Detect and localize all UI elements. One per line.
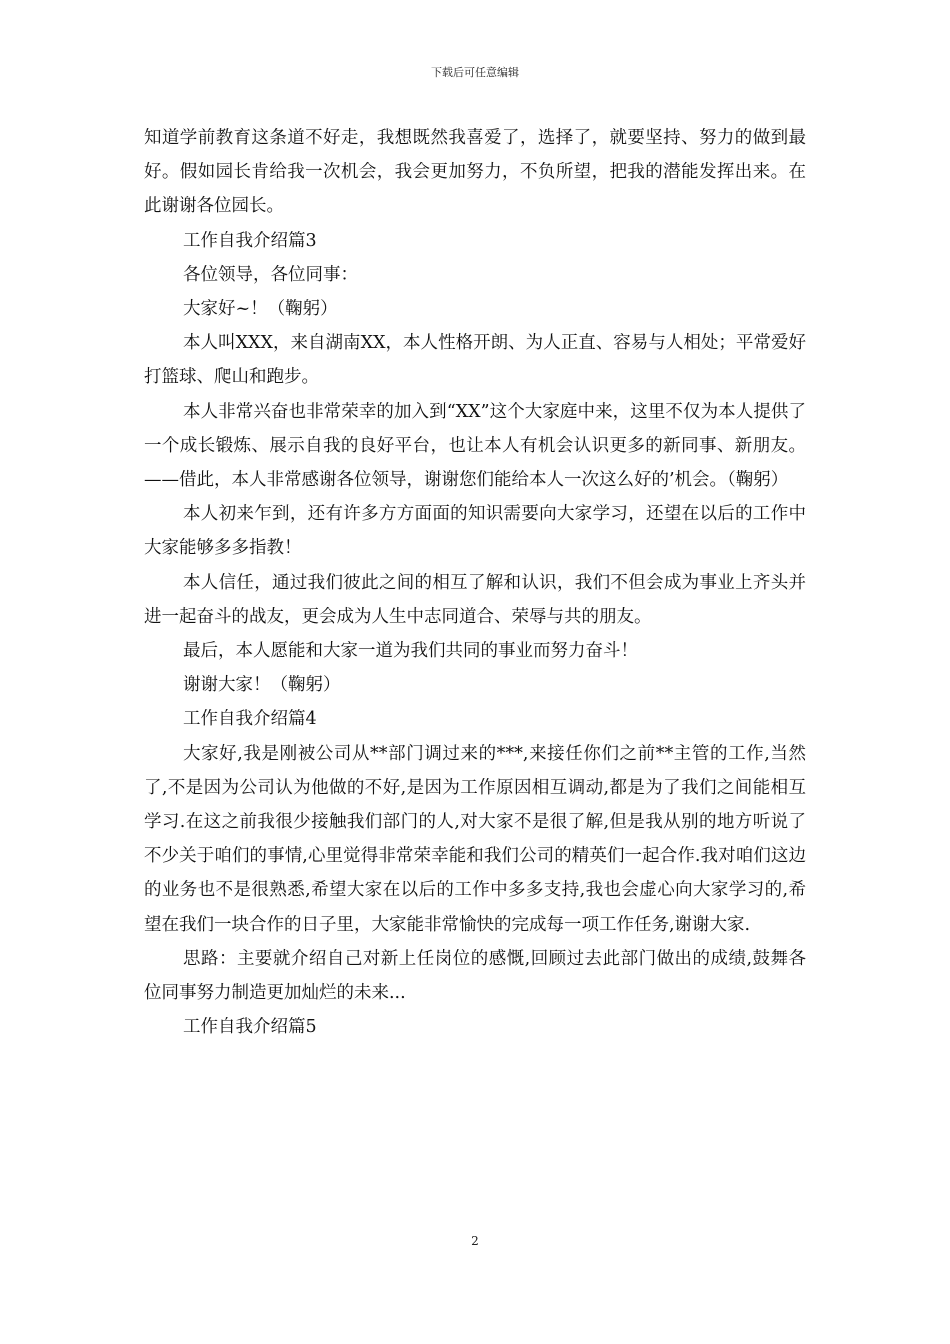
paragraph: 谢谢大家！（鞠躬） (183, 675, 341, 696)
paragraph: 大家好,我是刚被公司从**部门调过来的***,来接任你们之前**主管的工作,当然了,不是因为公司认为他做的不好,是因为工作原因相互调动,都是为了我们之间能相互学习.在这之前我很少接触我们部门的人,对大家不是很了解,但是我从别的地方听说了不少关于咱们的事情,心里觉得非常荣幸能和我们公司的精英们一起合作.我对咱们这边的业务也不是很熟悉,希望大家在以后的工作中多多支持,我也会虚心向大家学习的,希望在我们一块合作的日子里，大家能非常愉快的完成每一项工作任务,谢谢大家. (144, 743, 806, 935)
paragraph: 大家好~！（鞠躬） (183, 299, 338, 320)
page-number: 2 (471, 1234, 479, 1248)
section-heading: 工作自我介绍篇5 (183, 1017, 317, 1038)
paragraph: 本人非常兴奋也非常荣幸的加入到“XX”这个大家庭中来，这里不仅为本人提供了一个成长锻炼、展示自我的良好平台，也让本人有机会认识更多的新同事、新朋友。——借此，本人非常感谢各位领导，谢谢您们能给本人一次这么好的’机会。（鞠躬） (144, 401, 806, 491)
paragraph: 本人信任，通过我们彼此之间的相互了解和认识，我们不但会成为事业上齐头并进一起奋斗的战友，更会成为人生中志同道合、荣辱与共的朋友。 (144, 572, 806, 627)
document-body (144, 121, 806, 1044)
page-header: 下载后可任意编辑 (431, 66, 519, 79)
paragraph: 各位领导，各位同事： (183, 264, 358, 285)
section-heading: 工作自我介绍篇3 (183, 230, 317, 251)
paragraph: 最后，本人愿能和大家一道为我们共同的事业而努力奋斗！ (183, 641, 638, 662)
paragraph: 思路：主要就介绍自己对新上任岗位的感慨,回顾过去此部门做出的成绩,鼓舞各位同事努力制造更加灿烂的未来... (144, 948, 806, 1004)
paragraph: 本人初来乍到，还有许多方方面面的知识需要向大家学习，还望在以后的工作中大家能够多多指教！ (144, 504, 806, 559)
paragraph: 本人叫XXX，来自湖南XX，本人性格开朗、为人正直、容易与人相处；平常爱好打篮球、爬山和跑步。 (144, 333, 806, 388)
section-heading: 工作自我介绍篇4 (183, 709, 317, 730)
paragraph: 知道学前教育这条道不好走，我想既然我喜爱了，选择了，就要坚持、努力的做到最好。假如园长肯给我一次机会，我会更加努力，不负所望，把我的潜能发挥出来。在此谢谢各位园长。 (144, 128, 806, 217)
